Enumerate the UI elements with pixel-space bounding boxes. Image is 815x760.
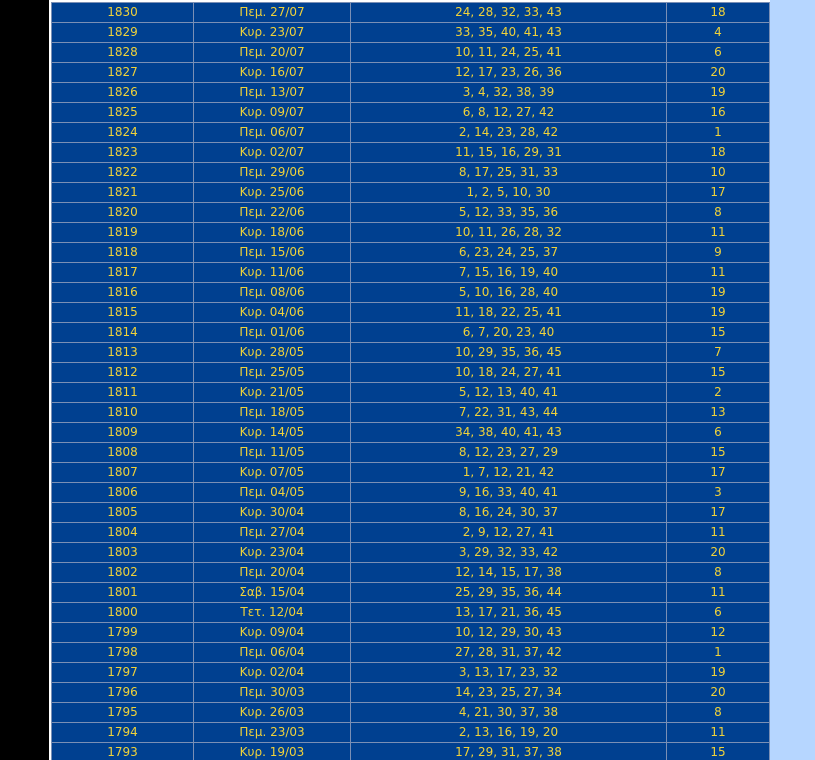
joker-number-cell: 6	[667, 603, 770, 623]
table-row	[52, 483, 770, 503]
winning-numbers-cell: 14, 23, 25, 27, 34	[351, 683, 667, 703]
table-row	[52, 423, 770, 443]
draw-date-cell: Κυρ. 09/07	[194, 103, 351, 123]
draw-date-cell: Πεμ. 13/07	[194, 83, 351, 103]
winning-numbers-cell: 6, 8, 12, 27, 42	[351, 103, 667, 123]
draw-number-cell: 1819	[52, 223, 194, 243]
draw-date-cell: Πεμ. 20/07	[194, 43, 351, 63]
winning-numbers-cell: 1, 2, 5, 10, 30	[351, 183, 667, 203]
table-row	[52, 683, 770, 703]
winning-numbers-cell: 5, 12, 13, 40, 41	[351, 383, 667, 403]
draw-date-cell: Πεμ. 06/04	[194, 643, 351, 663]
draw-number-cell: 1824	[52, 123, 194, 143]
joker-number-cell: 11	[667, 223, 770, 243]
draw-date-cell: Πεμ. 30/03	[194, 683, 351, 703]
joker-number-cell: 19	[667, 83, 770, 103]
table-row	[52, 143, 770, 163]
table-row	[52, 703, 770, 723]
joker-number-cell: 11	[667, 583, 770, 603]
winning-numbers-cell: 10, 11, 24, 25, 41	[351, 43, 667, 63]
winning-numbers-cell: 3, 13, 17, 23, 32	[351, 663, 667, 683]
winning-numbers-cell: 8, 17, 25, 31, 33	[351, 163, 667, 183]
table-row	[52, 163, 770, 183]
table-row	[52, 743, 770, 760]
draw-number-cell: 1820	[52, 203, 194, 223]
joker-number-cell: 19	[667, 663, 770, 683]
winning-numbers-cell: 11, 15, 16, 29, 31	[351, 143, 667, 163]
draw-number-cell: 1825	[52, 103, 194, 123]
draw-date-cell: Πεμ. 04/05	[194, 483, 351, 503]
draw-number-cell: 1811	[52, 383, 194, 403]
winning-numbers-cell: 10, 12, 29, 30, 43	[351, 623, 667, 643]
joker-number-cell: 18	[667, 143, 770, 163]
joker-number-cell: 8	[667, 563, 770, 583]
draw-number-cell: 1794	[52, 723, 194, 743]
draw-number-cell: 1821	[52, 183, 194, 203]
draw-date-cell: Πεμ. 27/04	[194, 523, 351, 543]
draw-date-cell: Κυρ. 18/06	[194, 223, 351, 243]
joker-number-cell: 11	[667, 263, 770, 283]
joker-number-cell: 12	[667, 623, 770, 643]
draw-number-cell: 1810	[52, 403, 194, 423]
table-row	[52, 203, 770, 223]
draw-date-cell: Κυρ. 11/06	[194, 263, 351, 283]
draw-date-cell: Κυρ. 19/03	[194, 743, 351, 760]
draw-date-cell: Πεμ. 22/06	[194, 203, 351, 223]
joker-number-cell: 9	[667, 243, 770, 263]
draw-date-cell: Κυρ. 14/05	[194, 423, 351, 443]
draw-number-cell: 1828	[52, 43, 194, 63]
table-row	[52, 83, 770, 103]
draw-date-cell: Κυρ. 21/05	[194, 383, 351, 403]
joker-number-cell: 20	[667, 543, 770, 563]
draw-number-cell: 1830	[52, 3, 194, 23]
draw-date-cell: Κυρ. 26/03	[194, 703, 351, 723]
draw-date-cell: Κυρ. 23/07	[194, 23, 351, 43]
draw-date-cell: Πεμ. 29/06	[194, 163, 351, 183]
draw-number-cell: 1803	[52, 543, 194, 563]
table-row	[52, 663, 770, 683]
winning-numbers-cell: 25, 29, 35, 36, 44	[351, 583, 667, 603]
draw-number-cell: 1798	[52, 643, 194, 663]
draw-number-cell: 1829	[52, 23, 194, 43]
winning-numbers-cell: 3, 4, 32, 38, 39	[351, 83, 667, 103]
joker-number-cell: 8	[667, 703, 770, 723]
winning-numbers-cell: 3, 29, 32, 33, 42	[351, 543, 667, 563]
winning-numbers-cell: 33, 35, 40, 41, 43	[351, 23, 667, 43]
draw-number-cell: 1813	[52, 343, 194, 363]
winning-numbers-cell: 5, 12, 33, 35, 36	[351, 203, 667, 223]
joker-number-cell: 8	[667, 203, 770, 223]
winning-numbers-cell: 6, 7, 20, 23, 40	[351, 323, 667, 343]
table-row	[52, 103, 770, 123]
joker-number-cell: 1	[667, 123, 770, 143]
draw-date-cell: Κυρ. 02/04	[194, 663, 351, 683]
joker-number-cell: 19	[667, 283, 770, 303]
draw-date-cell: Κυρ. 07/05	[194, 463, 351, 483]
joker-number-cell: 17	[667, 503, 770, 523]
table-row	[52, 323, 770, 343]
winning-numbers-cell: 17, 29, 31, 37, 38	[351, 743, 667, 760]
draw-results-table	[51, 2, 770, 760]
winning-numbers-cell: 27, 28, 31, 37, 42	[351, 643, 667, 663]
winning-numbers-cell: 12, 17, 23, 26, 36	[351, 63, 667, 83]
winning-numbers-cell: 10, 18, 24, 27, 41	[351, 363, 667, 383]
draw-number-cell: 1808	[52, 443, 194, 463]
draw-date-cell: Πεμ. 06/07	[194, 123, 351, 143]
left-black-bar	[0, 0, 49, 760]
draw-date-cell: Κυρ. 04/06	[194, 303, 351, 323]
table-row	[52, 403, 770, 423]
joker-number-cell: 17	[667, 463, 770, 483]
draw-date-cell: Κυρ. 02/07	[194, 143, 351, 163]
draw-date-cell: Πεμ. 27/07	[194, 3, 351, 23]
joker-number-cell: 15	[667, 443, 770, 463]
draw-date-cell: Πεμ. 15/06	[194, 243, 351, 263]
joker-number-cell: 10	[667, 163, 770, 183]
joker-number-cell: 20	[667, 683, 770, 703]
joker-number-cell: 15	[667, 323, 770, 343]
draw-number-cell: 1818	[52, 243, 194, 263]
table-row	[52, 463, 770, 483]
joker-number-cell: 19	[667, 303, 770, 323]
table-row	[52, 583, 770, 603]
right-side-panel	[770, 0, 815, 760]
draw-number-cell: 1799	[52, 623, 194, 643]
draw-number-cell: 1801	[52, 583, 194, 603]
table-row	[52, 283, 770, 303]
draw-date-cell: Σαβ. 15/04	[194, 583, 351, 603]
table-row	[52, 303, 770, 323]
draw-date-cell: Κυρ. 16/07	[194, 63, 351, 83]
winning-numbers-cell: 24, 28, 32, 33, 43	[351, 3, 667, 23]
joker-number-cell: 3	[667, 483, 770, 503]
table-row	[52, 503, 770, 523]
winning-numbers-cell: 4, 21, 30, 37, 38	[351, 703, 667, 723]
draw-number-cell: 1826	[52, 83, 194, 103]
draw-number-cell: 1797	[52, 663, 194, 683]
draw-date-cell: Κυρ. 09/04	[194, 623, 351, 643]
table-row	[52, 3, 770, 23]
joker-number-cell: 20	[667, 63, 770, 83]
results-table-body	[52, 3, 770, 760]
joker-number-cell: 6	[667, 423, 770, 443]
draw-number-cell: 1802	[52, 563, 194, 583]
winning-numbers-cell: 6, 23, 24, 25, 37	[351, 243, 667, 263]
joker-number-cell: 4	[667, 23, 770, 43]
table-row	[52, 43, 770, 63]
draw-date-cell: Πεμ. 23/03	[194, 723, 351, 743]
draw-date-cell: Τετ. 12/04	[194, 603, 351, 623]
draw-date-cell: Πεμ. 11/05	[194, 443, 351, 463]
results-table-container	[51, 2, 770, 760]
draw-date-cell: Πεμ. 20/04	[194, 563, 351, 583]
table-row	[52, 563, 770, 583]
winning-numbers-cell: 5, 10, 16, 28, 40	[351, 283, 667, 303]
joker-number-cell: 13	[667, 403, 770, 423]
winning-numbers-cell: 10, 11, 26, 28, 32	[351, 223, 667, 243]
winning-numbers-cell: 11, 18, 22, 25, 41	[351, 303, 667, 323]
joker-number-cell: 11	[667, 723, 770, 743]
table-row	[52, 543, 770, 563]
draw-number-cell: 1827	[52, 63, 194, 83]
joker-number-cell: 15	[667, 743, 770, 760]
winning-numbers-cell: 13, 17, 21, 36, 45	[351, 603, 667, 623]
draw-number-cell: 1814	[52, 323, 194, 343]
draw-number-cell: 1822	[52, 163, 194, 183]
draw-date-cell: Πεμ. 08/06	[194, 283, 351, 303]
draw-number-cell: 1806	[52, 483, 194, 503]
draw-number-cell: 1795	[52, 703, 194, 723]
joker-number-cell: 16	[667, 103, 770, 123]
table-row	[52, 623, 770, 643]
winning-numbers-cell: 7, 15, 16, 19, 40	[351, 263, 667, 283]
table-row	[52, 723, 770, 743]
draw-date-cell: Κυρ. 30/04	[194, 503, 351, 523]
joker-number-cell: 18	[667, 3, 770, 23]
table-row	[52, 223, 770, 243]
table-row	[52, 363, 770, 383]
draw-number-cell: 1796	[52, 683, 194, 703]
draw-date-cell: Πεμ. 18/05	[194, 403, 351, 423]
draw-number-cell: 1805	[52, 503, 194, 523]
table-row	[52, 523, 770, 543]
draw-number-cell: 1817	[52, 263, 194, 283]
winning-numbers-cell: 10, 29, 35, 36, 45	[351, 343, 667, 363]
draw-number-cell: 1809	[52, 423, 194, 443]
winning-numbers-cell: 2, 13, 16, 19, 20	[351, 723, 667, 743]
winning-numbers-cell: 8, 16, 24, 30, 37	[351, 503, 667, 523]
draw-number-cell: 1816	[52, 283, 194, 303]
winning-numbers-cell: 1, 7, 12, 21, 42	[351, 463, 667, 483]
table-row	[52, 443, 770, 463]
joker-number-cell: 2	[667, 383, 770, 403]
table-row	[52, 23, 770, 43]
draw-date-cell: Κυρ. 28/05	[194, 343, 351, 363]
winning-numbers-cell: 34, 38, 40, 41, 43	[351, 423, 667, 443]
table-row	[52, 243, 770, 263]
joker-number-cell: 11	[667, 523, 770, 543]
draw-number-cell: 1812	[52, 363, 194, 383]
draw-number-cell: 1793	[52, 743, 194, 760]
draw-number-cell: 1807	[52, 463, 194, 483]
draw-number-cell: 1815	[52, 303, 194, 323]
draw-number-cell: 1800	[52, 603, 194, 623]
draw-date-cell: Πεμ. 25/05	[194, 363, 351, 383]
joker-number-cell: 15	[667, 363, 770, 383]
winning-numbers-cell: 9, 16, 33, 40, 41	[351, 483, 667, 503]
table-row	[52, 343, 770, 363]
table-row	[52, 123, 770, 143]
table-row	[52, 603, 770, 623]
winning-numbers-cell: 12, 14, 15, 17, 38	[351, 563, 667, 583]
winning-numbers-cell: 8, 12, 23, 27, 29	[351, 443, 667, 463]
joker-number-cell: 6	[667, 43, 770, 63]
winning-numbers-cell: 2, 14, 23, 28, 42	[351, 123, 667, 143]
table-row	[52, 643, 770, 663]
draw-date-cell: Πεμ. 01/06	[194, 323, 351, 343]
table-row	[52, 383, 770, 403]
draw-number-cell: 1804	[52, 523, 194, 543]
table-row	[52, 263, 770, 283]
winning-numbers-cell: 7, 22, 31, 43, 44	[351, 403, 667, 423]
table-row	[52, 63, 770, 83]
table-row	[52, 183, 770, 203]
winning-numbers-cell: 2, 9, 12, 27, 41	[351, 523, 667, 543]
draw-date-cell: Κυρ. 25/06	[194, 183, 351, 203]
joker-number-cell: 17	[667, 183, 770, 203]
joker-number-cell: 1	[667, 643, 770, 663]
draw-date-cell: Κυρ. 23/04	[194, 543, 351, 563]
draw-number-cell: 1823	[52, 143, 194, 163]
joker-number-cell: 7	[667, 343, 770, 363]
